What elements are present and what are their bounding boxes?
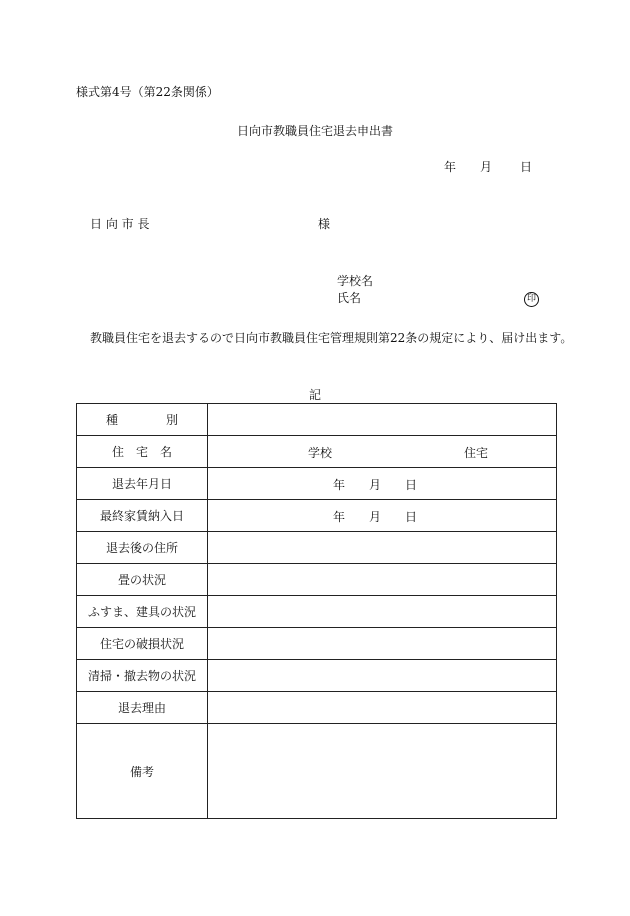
row-label-fusuma: ふすま、建具の状況: [77, 596, 208, 628]
remarks-field[interactable]: [208, 724, 557, 819]
school-name-label: 学校名: [337, 274, 374, 288]
rent-day-label: 日: [405, 510, 418, 524]
move-out-month-label: 月: [369, 478, 382, 492]
honorific: 様: [318, 217, 331, 231]
rent-month-label: 月: [369, 510, 382, 524]
table-row: [77, 724, 557, 819]
date-month-label: 月: [480, 160, 493, 174]
application-table: [76, 403, 557, 819]
row-label-reason: 退去理由: [77, 692, 208, 724]
school-suffix: 学校: [308, 446, 333, 460]
seal-mark: 印: [524, 292, 539, 307]
applicant-name-label: 氏名: [337, 291, 362, 305]
tatami-field[interactable]: [208, 564, 557, 596]
statement-text: 教職員住宅を退去するので日向市教職員住宅管理規則第22条の規定により、届け出ます。: [90, 331, 573, 345]
row-label-house-name: 住 宅 名: [77, 436, 208, 468]
reason-field[interactable]: [208, 692, 557, 724]
last-rent-date-field[interactable]: [208, 500, 557, 532]
row-label-remarks: 備考: [77, 724, 208, 819]
type-field[interactable]: [208, 404, 557, 436]
form-number: 様式第4号（第22条関係）: [76, 85, 219, 99]
table-row: [77, 628, 557, 660]
cleaning-field[interactable]: [208, 660, 557, 692]
row-label-last-rent-date: 最終家賃納入日: [77, 500, 208, 532]
date-year-label: 年: [444, 160, 457, 174]
move-out-date-field[interactable]: [208, 468, 557, 500]
table-row: [77, 500, 557, 532]
document-title: 日向市教職員住宅退去申出書: [236, 124, 393, 138]
table-row: [77, 532, 557, 564]
house-name-field[interactable]: [208, 436, 557, 468]
move-out-day-label: 日: [405, 478, 418, 492]
row-label-new-address: 退去後の住所: [77, 532, 208, 564]
table-row: [77, 564, 557, 596]
table-row: [77, 596, 557, 628]
move-out-year-label: 年: [333, 478, 346, 492]
table-row: [77, 692, 557, 724]
row-label-type: 種 別: [77, 404, 208, 436]
house-suffix: 住宅: [464, 446, 489, 460]
row-label-move-out-date: 退去年月日: [77, 468, 208, 500]
table-row: [77, 436, 557, 468]
damage-field[interactable]: [208, 628, 557, 660]
row-label-damage: 住宅の破損状況: [77, 628, 208, 660]
row-label-cleaning: 清掃・撤去物の状況: [77, 660, 208, 692]
table-row: [77, 468, 557, 500]
table-row: [77, 404, 557, 436]
submission-date: [444, 160, 532, 174]
addressee: 日 向 市 長: [90, 217, 150, 231]
date-day-label: 日: [520, 160, 533, 174]
new-address-field[interactable]: [208, 532, 557, 564]
table-row: [77, 660, 557, 692]
rent-year-label: 年: [333, 510, 346, 524]
row-label-tatami: 畳の状況: [77, 564, 208, 596]
ki-heading: 記: [308, 388, 321, 402]
fusuma-field[interactable]: [208, 596, 557, 628]
